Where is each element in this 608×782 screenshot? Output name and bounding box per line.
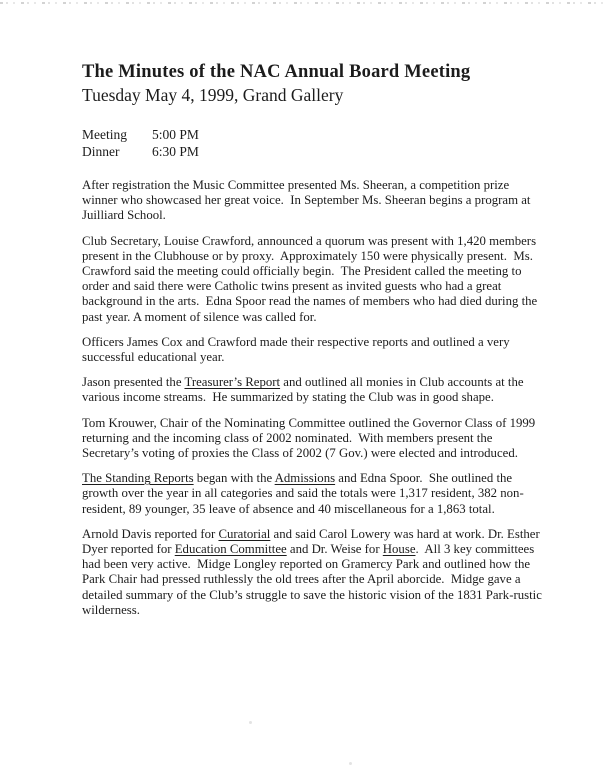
schedule-row-meeting: [82, 127, 546, 144]
schedule-label: Meeting: [82, 127, 127, 142]
schedule-time: 6:30 PM: [152, 143, 199, 159]
paragraph: [82, 375, 546, 405]
schedule-time: 5:00 PM: [152, 127, 199, 142]
text-run: and Edna Spoor. She outlined the growth over the year in all categories and said the totals were 1,317 resident, 382 non-resident, 89 younger, 35 leave of absence and 40 miscellaneous for a 1,863 total.: [82, 471, 524, 516]
text-run: and Dr. Weise for: [286, 542, 383, 557]
paragraph: [82, 178, 546, 224]
text-run: began with the: [193, 471, 275, 486]
text-run: Jason presented the: [82, 375, 185, 390]
text-run: and outlined all monies in Club accounts at the various income streams. He summarized by stating the Club was in good shape.: [82, 375, 527, 405]
underlined-text-run: Curatorial: [218, 526, 271, 541]
underlined-text-run: Education Committee: [174, 542, 287, 557]
text-run: . All 3 key committees had been very active. Midge Longley reported on Gramercy Park and outlined how the Park Chair had pressed ruthlessly the old trees after the April aborcide. Midge gave a detailed summary of the Club’s struggle to save the historic vision of the 1831 Park-rustic wilderness.: [82, 542, 546, 617]
paragraph: [82, 527, 546, 618]
text-run: Tom Krouwer, Chair of the Nominating Committee outlined the Governor Class of 1999 returning and the incoming class of 2002 nominated. With members present the Secretary’s voting of proxies the Class of 2002 (7 Gov.) were elected and introduced.: [82, 415, 539, 461]
document-content: [82, 61, 546, 618]
underlined-text-run: Treasurer’s Report: [184, 375, 281, 390]
schedule-label: Dinner: [82, 143, 120, 159]
document-title: The Minutes of the NAC Annual Board Meeting: [82, 62, 471, 82]
text-run: and said Carol Lowery was hard at work. Dr. Esther Dyer reported for: [82, 526, 543, 557]
scanner-noise-artifact: [0, 1, 608, 5]
scan-speck: [349, 762, 352, 765]
underlined-text-run: The Standing Reports: [82, 471, 194, 486]
text-run: Club Secretary, Louise Crawford, announced a quorum was present with 1,420 members present in the Clubhouse or by proxy. Approximately 150 were physically present. Ms. Crawford said the meeting could officially begin. The President called the meeting to order and said there were Catholic twins present as invited guests who had a great background in the arts. Edna Spoor read the names of members who had died during the past year. A moment of silence was called for.: [82, 233, 541, 324]
schedule-row-dinner: [82, 144, 546, 161]
document-body: [82, 178, 546, 618]
text-run: After registration the Music Committee presented Ms. Sheeran, a competition prize winner who showcased her great voice. In September Ms. Sheeran begins a program at Juilliard School.: [82, 178, 534, 223]
event-schedule: [82, 127, 546, 160]
text-run: Arnold Davis reported for: [82, 526, 219, 541]
paragraph: [82, 234, 546, 325]
paragraph: [82, 471, 546, 517]
scan-speck: [249, 721, 252, 724]
underlined-text-run: Admissions: [274, 471, 336, 486]
document-subtitle: Tuesday May 4, 1999, Grand Gallery: [82, 85, 344, 105]
paragraph: [82, 416, 546, 462]
text-run: Officers James Cox and Crawford made their respective reports and outlined a very successful educational year.: [82, 334, 513, 365]
underlined-text-run: House: [382, 542, 416, 557]
paragraph: [82, 335, 546, 365]
